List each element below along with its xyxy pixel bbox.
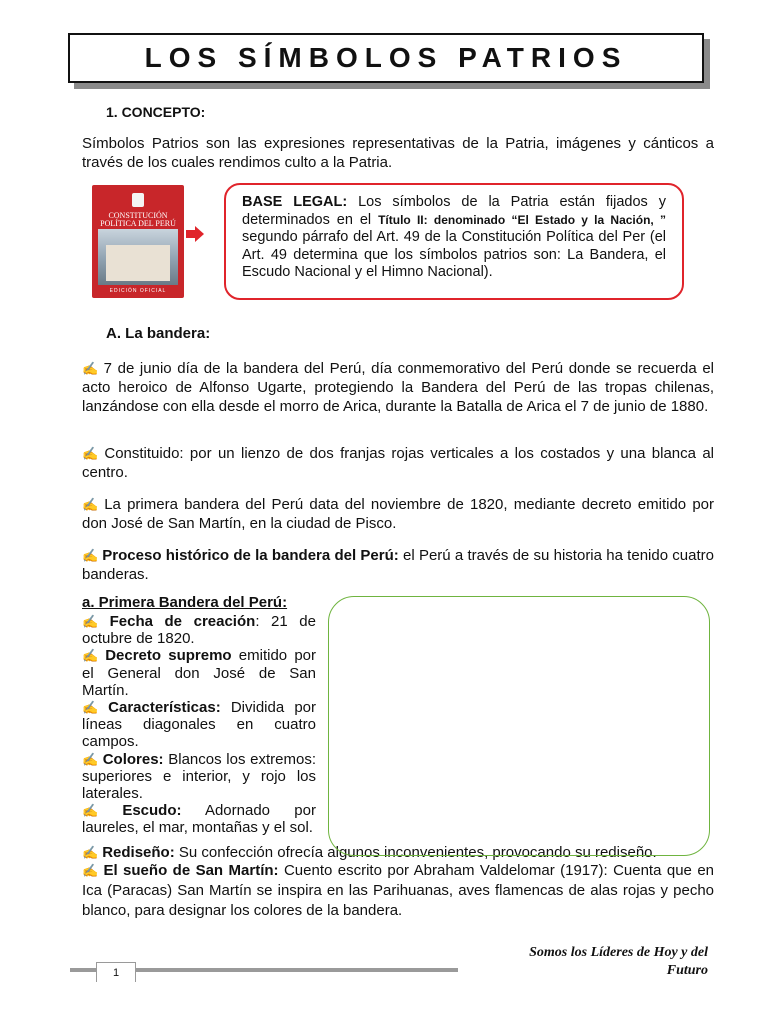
arrow-right-icon [186,226,204,242]
list-item: ✍ Rediseño: Su confección ofrecía algunos inconvenientes, provocando su rediseño. [82,844,657,861]
base-legal-label: BASE LEGAL: [242,194,348,210]
image-placeholder-box [328,596,710,856]
book-edition: EDICIÓN OFICIAL [109,288,167,294]
writing-hand-icon: ✍ [82,845,99,860]
list-item: ✍ Fecha de creación: 21 de octubre de 1820. [82,613,316,648]
writing-hand-icon: ✍ [82,648,102,664]
list-item: ✍ Decreto supremo emitido por el General don José de San Martín. [82,647,316,699]
list-item: ✍ Colores: Blancos los extremos: superiores e interior, y rojo los laterales. [82,750,316,803]
page-number: 1 [96,962,136,982]
list-item: ✍ Características: Dividida por líneas diagonales en cuatro campos. [82,699,316,751]
writing-hand-icon: ✍ [82,497,101,512]
primera-bandera-heading: a. Primera Bandera del Perú: [82,594,288,611]
concepto-heading: 1. CONCEPTO: [106,104,206,120]
bandera-paragraph-4: ✍ Proceso histórico de la bandera del Perú: el Perú a través de su historia ha tenido cuatro banderas. [82,547,714,583]
bandera-heading: A. La bandera: [106,325,211,342]
writing-hand-icon: ✍ [82,361,100,376]
constitution-book-image [92,185,184,298]
book-title: CONSTITUCIÓN POLÍTICA DEL PERÚ [100,211,176,228]
page-title: LOS SÍMBOLOS PATRIOS [144,42,628,73]
writing-hand-icon: ✍ [82,751,99,767]
writing-hand-icon: ✍ [82,446,101,461]
concepto-text: Símbolos Patrios son las expresiones representativas de la Patria, imágenes y cánticos a través de los cuales rendimos culto a la Patria. [82,135,714,171]
bandera-paragraph-3: ✍ La primera bandera del Perú data del noviembre de 1820, mediante decreto emitido por don José de San Martín, en la ciudad de Pisco. [82,496,715,532]
writing-hand-icon: ✍ [82,863,100,879]
footer-slogan: Somos los Líderes de Hoy y del Futuro [529,945,708,978]
writing-hand-icon: ✍ [82,548,99,563]
seal-icon [132,193,144,207]
base-legal-box: BASE LEGAL: Los símbolos de la Patria están fijados y determinados en el Título II: denominado “El Estado y la Nación, ” segundo párrafo del Art. 49 de la Constitución Política del Per (el Art. 49 determina que los símbolos patrios son: La Bandera, el Escudo Nacional y el Himno Nacional). [224,183,684,300]
bandera-paragraph-2: ✍ Constituido: por un lienzo de dos franjas rojas verticales a los costados y una blanca al centro. [82,445,715,481]
writing-hand-icon: ✍ [82,700,105,716]
list-item: ✍ El sueño de San Martín: Cuento escrito por Abraham Valdelomar (1917): Cuenta que en Ica (Paracas) San Martín se inspira en las Parihuanas, aves flamencas de alas rojas y pecho blanco, para designar los colores de la bandera. [82,862,715,920]
writing-hand-icon: ✍ [82,803,119,819]
bandera-paragraph-1: ✍ 7 de junio día de la bandera del Perú, día conmemorativo del Perú donde se recuerda el acto heroico de Alfonso Ugarte, protegiendo la Bandera del Perú de las tropas chilenas, lanzándose con ella desde el morro de Arica, durante la Batalla de Arica el 7 de junio de 1880. [82,360,715,415]
primera-bandera-list [82,613,316,837]
list-item: ✍ Escudo: Adornado por laureles, el mar, montañas y el sol. [82,802,316,837]
writing-hand-icon: ✍ [82,614,106,629]
title-box [68,33,704,83]
